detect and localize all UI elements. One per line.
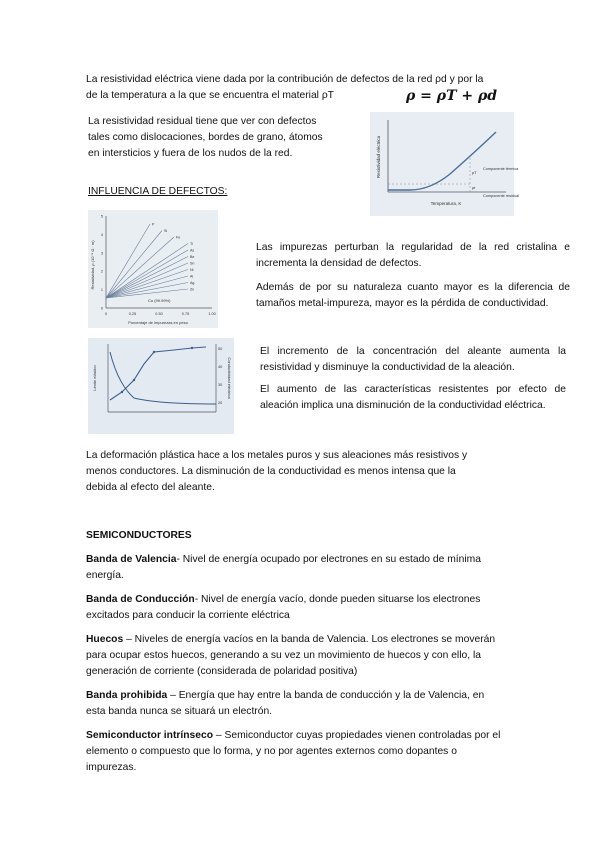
residual-line-2: tales como dislocaciones, bordes de grano, átomos <box>88 132 323 143</box>
term: Huecos <box>86 634 124 645</box>
fig1-ylabel: Resistividad eléctrica <box>376 135 381 179</box>
temperature-resistivity-figure <box>370 112 520 216</box>
impurity-label: Al <box>190 274 194 279</box>
impurity-line <box>106 263 188 298</box>
definition-intrinsic-semiconductor <box>86 728 510 776</box>
impurity-resistivity-figure <box>88 210 218 328</box>
definition-text: Energía que hay entre la banda de conducción y la de Valencia, en esta banda nunca se situará un electrón. <box>86 690 485 717</box>
fig2-xtick: 0 <box>104 312 108 316</box>
separator: – <box>167 690 179 701</box>
fig2-ytick: 1 <box>100 288 103 293</box>
fig1-rho-t: ρT <box>472 170 477 175</box>
fig2-ytick: 2 <box>100 269 103 274</box>
intro-line-1: La resistividad eléctrica viene dada por la contribución de defectos de la red ρd y por la <box>86 74 484 85</box>
impurity-label: Fe <box>176 235 181 240</box>
alloy-concentration-chart <box>88 338 234 434</box>
impurity-label: Ag <box>190 281 195 285</box>
impurity-label: Sn <box>190 261 195 266</box>
fig2-ytick: 0 <box>100 306 103 311</box>
plastic-line-2: menos conductores. La disminución de la conductividad es menos intensa que la <box>86 466 456 477</box>
intro-line-2: de la temperatura a la que se encuentra el material ρT <box>86 90 334 101</box>
fig3-tick: 40 <box>218 365 223 369</box>
definition-band-gap <box>86 688 504 720</box>
impurity-label: Zn <box>190 287 195 292</box>
impurity-line <box>106 244 188 299</box>
fig1-thermal-label: Componente térmica <box>483 167 519 171</box>
residual-line-3: en intersticios y fuera de los nudos de la red. <box>88 148 293 159</box>
semiconductors-heading: SEMICONDUCTORES <box>86 530 192 541</box>
alloy-concentration-figure <box>88 338 234 434</box>
fig3-tick: 50 <box>218 347 223 351</box>
impurity-label: Ti <box>190 242 193 246</box>
impurity-line <box>106 231 162 299</box>
impurity-label: Si <box>164 229 168 233</box>
impurity-label: Ni <box>190 268 194 272</box>
fig2-ytick: 3 <box>100 251 103 256</box>
fig2-xtick: 1.00 <box>208 312 216 316</box>
conductivity-curve <box>110 352 216 404</box>
impurity-label: As <box>190 248 195 253</box>
fig1-rho-r: ρr <box>472 185 476 190</box>
definition-conduction-band <box>86 592 504 624</box>
definition-text: Niveles de energía vacíos en la banda de Valencia. Los electrones se moverán para ocupar estos huecos, generando a su vez un movimiento de huecos y con ello, la generación de corriente (considerada de polaridad positiva) <box>86 634 496 677</box>
term: Banda de Conducción <box>86 594 195 605</box>
impurity-label: P <box>152 222 155 227</box>
definition-holes <box>86 632 518 680</box>
term: Banda prohibida <box>86 690 168 701</box>
yield-strength-curve <box>110 347 206 400</box>
definition-valence-band <box>86 552 504 584</box>
fig2-xtick: 0.50 <box>155 312 163 316</box>
fig2-xtick: 0.75 <box>181 312 190 316</box>
impurity-label: Be <box>190 255 195 259</box>
fig1-residual-label: Componente residual <box>483 194 520 198</box>
plastic-line-1: La deformación plástica hace a los metales puros y sus aleaciones más resistivos y <box>86 450 468 461</box>
fig3-right-label: Conductividad eléctrica <box>227 357 232 399</box>
defects-heading: INFLUENCIA DE DEFECTOS: <box>88 186 228 197</box>
definition-text: Nivel de energía ocupado por electrones en su estado de mínima energía. <box>86 554 481 581</box>
definition-text: Semiconductor cuyas propiedades vienen controladas por el elemento o compuesto que lo forma, y no por agentes externos como dopantes o impurezas. <box>86 730 501 773</box>
separator: – <box>213 730 225 741</box>
resistivity-formula: ρ = ρT + ρd <box>406 88 498 104</box>
term: Semiconductor intrínseco <box>86 730 214 741</box>
impurities-paragraph-2: Además de por su naturaleza cuanto mayor es la diferencia de tamaños metal-impureza, mayor es la pérdida de conductividad. <box>256 282 570 309</box>
impurity-resistivity-chart <box>88 210 218 328</box>
separator: - <box>176 554 183 565</box>
fig3-tick: 30 <box>218 383 223 387</box>
residual-line-1: La resistividad residual tiene que ver con defectos <box>88 116 317 127</box>
fig2-ytick: 4 <box>100 232 103 237</box>
alloy-paragraph-2: El aumento de las características resistentes por efecto de aleación implica una disminución de la conductividad eléctrica. <box>260 384 566 411</box>
total-resistivity-curve <box>388 132 496 190</box>
separator: – <box>123 634 135 645</box>
term: Banda de Valencia <box>86 554 177 565</box>
fig2-base-label: Cu (99.99%) <box>148 298 171 303</box>
fig3-left-label: Límite elástico <box>92 365 97 391</box>
definition-text: Nivel de energía vacío, donde pueden situarse los electrones excitados para conducir la corriente eléctrica <box>86 594 481 621</box>
plastic-line-3: debida al efecto del aleante. <box>86 482 215 493</box>
temperature-resistivity-chart <box>370 112 520 216</box>
fig2-ylabel: Resistividad, ρ (10⁻⁸ Ω · m) <box>90 240 95 290</box>
fig2-ytick: 5 <box>100 214 103 219</box>
alloy-paragraph-1: El incremento de la concentración del aleante aumenta la resistividad y disminuye la conductividad de la aleación. <box>260 346 566 373</box>
fig3-tick: 20 <box>218 401 223 405</box>
separator: - <box>194 594 201 605</box>
fig1-xlabel: Temperatura, K <box>430 201 462 206</box>
impurities-paragraph-1: Las impurezas perturban la regularidad de la red cristalina e incrementa la densidad de defectos. <box>256 242 570 269</box>
fig2-xtick: 0.25 <box>128 312 137 316</box>
fig2-xlabel: Porcentaje de impurezas en peso <box>128 320 188 325</box>
